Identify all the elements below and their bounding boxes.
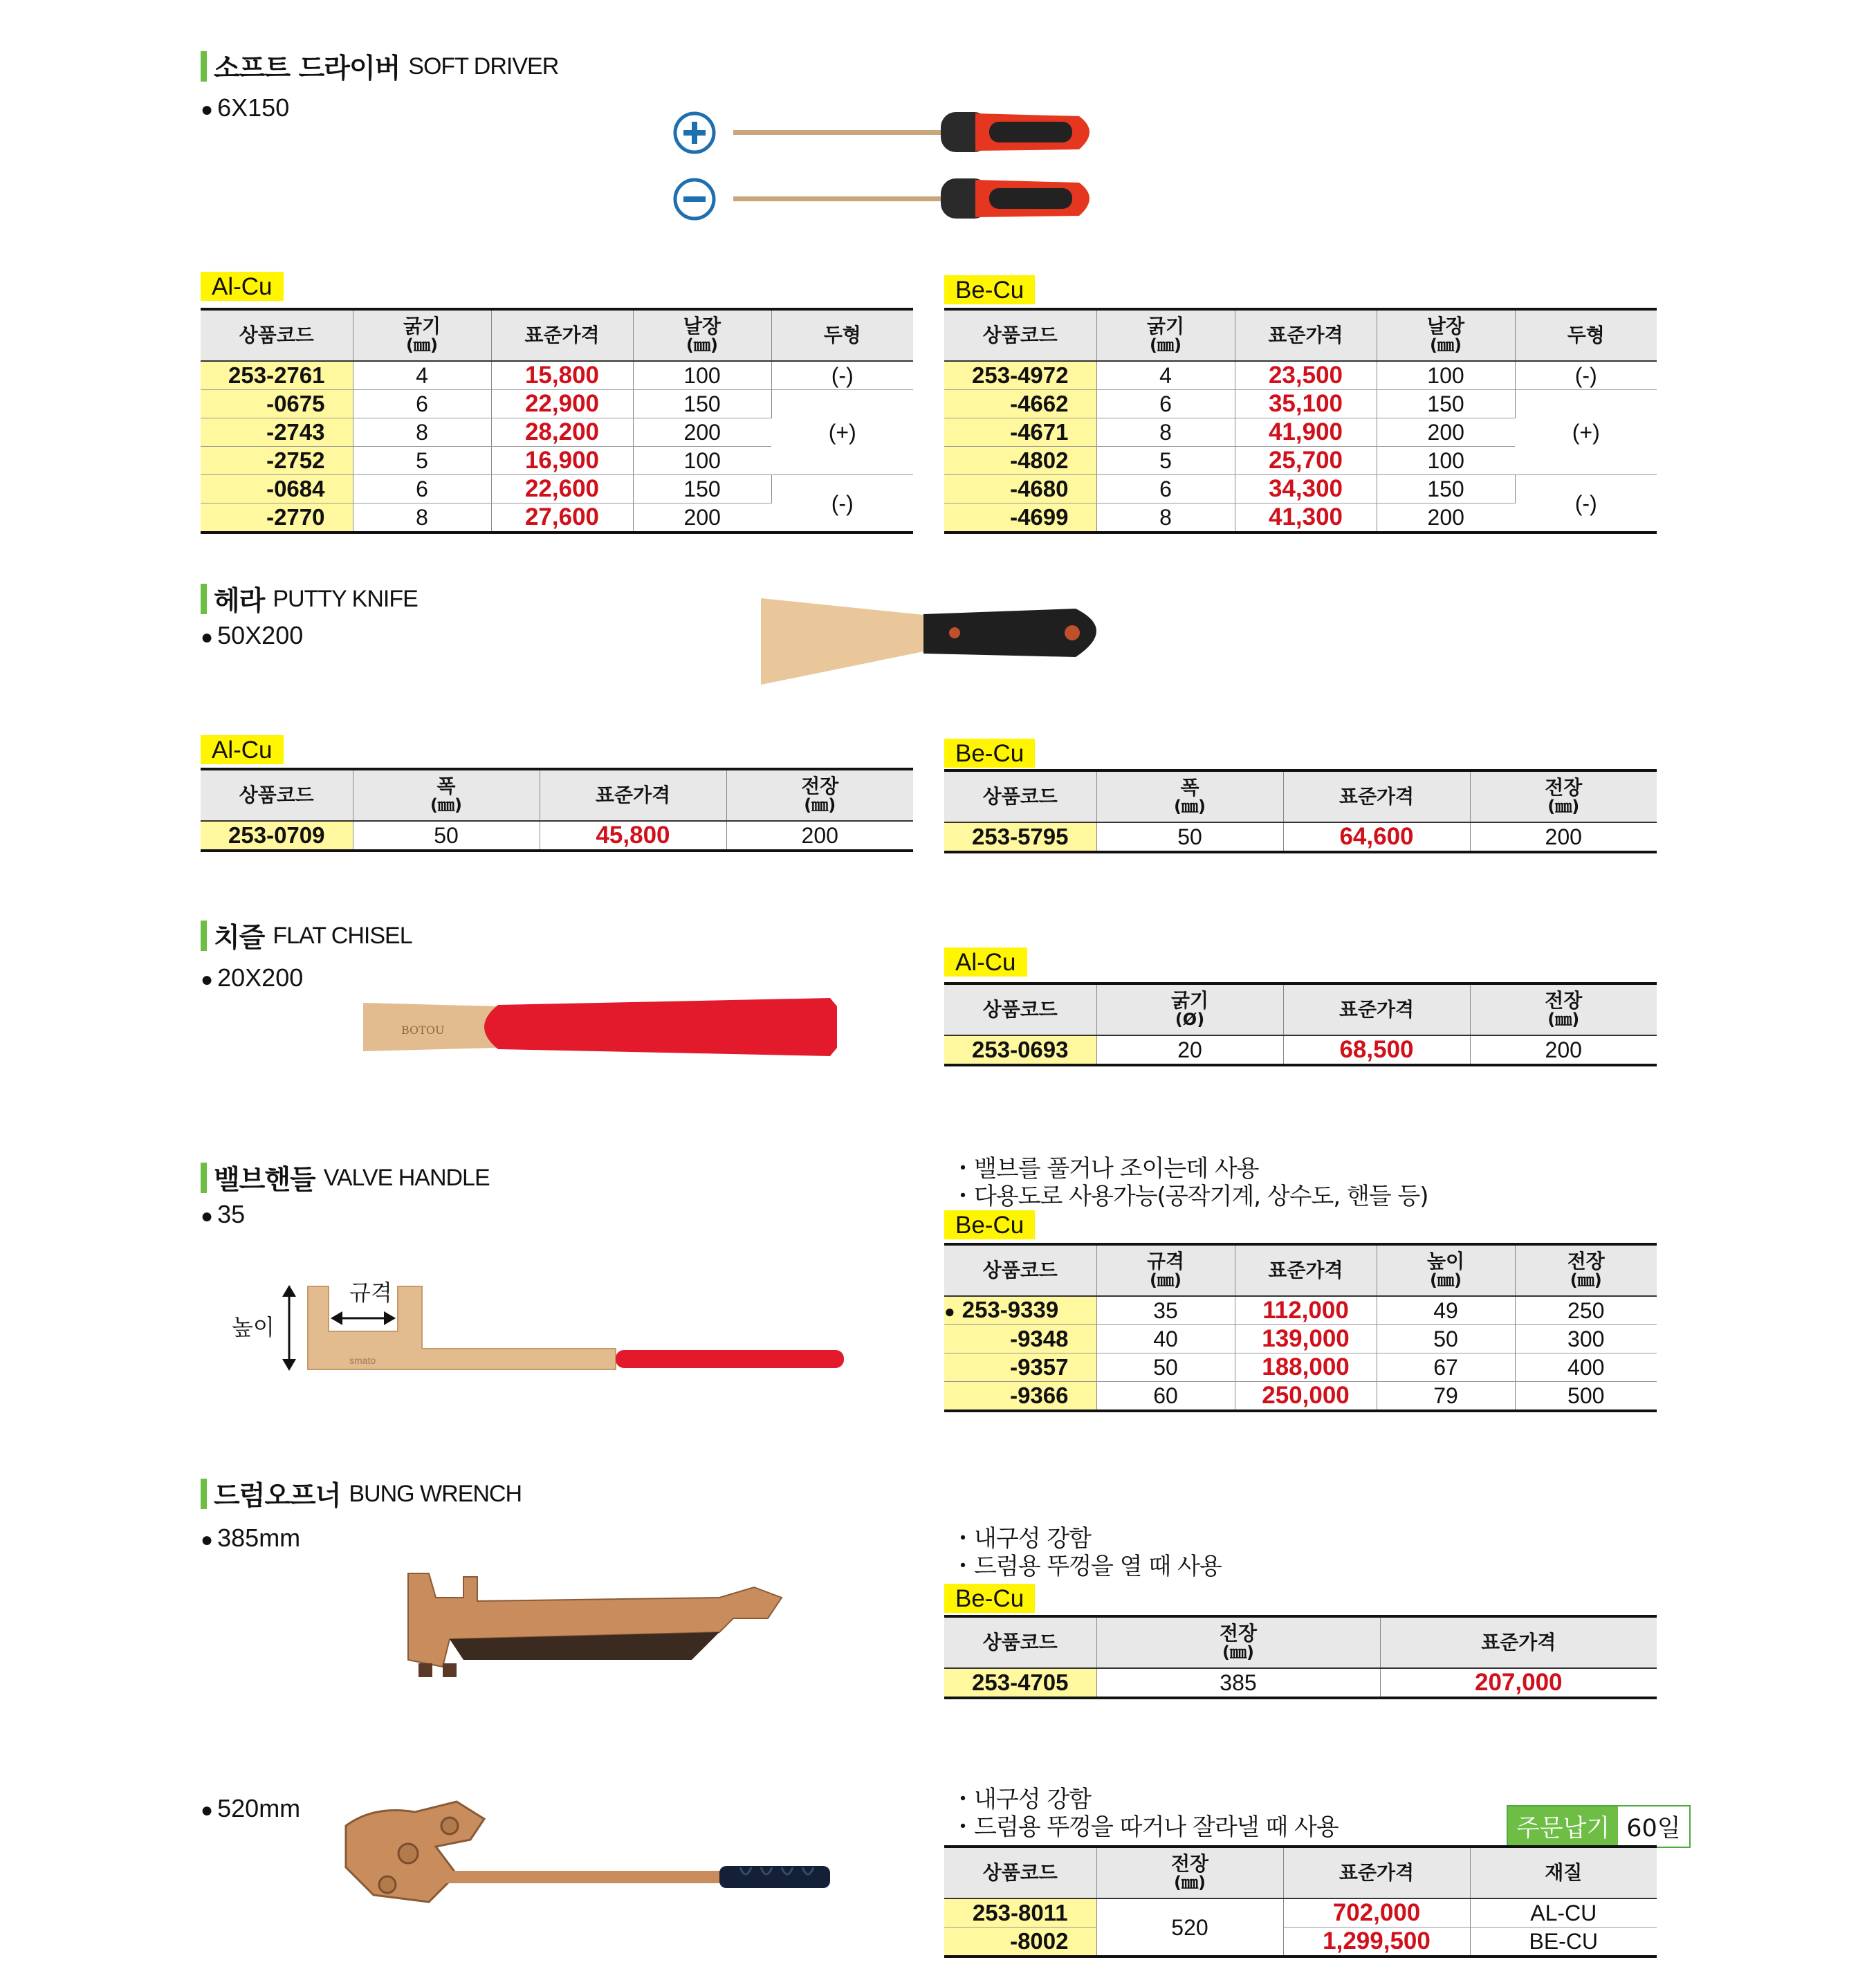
table-cell: 8 xyxy=(353,418,491,447)
material-label-becu: Be-Cu xyxy=(944,739,1035,768)
table-cell: -4680 xyxy=(944,475,1096,503)
table-header-cell: 표준가격 xyxy=(1283,1847,1470,1898)
table-cell: 150 xyxy=(633,390,771,418)
table-header-cell: 굵기 (㎜) xyxy=(1096,309,1235,361)
table-row xyxy=(944,1898,1657,1928)
table-header xyxy=(201,769,913,821)
section-title-valve: 밸브핸들 VALVE HANDLE xyxy=(201,1158,490,1197)
table-cell: 35,100 xyxy=(1235,390,1377,418)
table-cell: 41,300 xyxy=(1235,503,1377,533)
table-cell: 400 xyxy=(1515,1353,1657,1382)
table-cell: 41,900 xyxy=(1235,418,1377,447)
table-cell: -9357 xyxy=(944,1353,1096,1382)
table-header xyxy=(944,1616,1657,1668)
bung1-becu-table xyxy=(944,1615,1657,1699)
table-cell: 200 xyxy=(726,821,913,851)
minus-circle-icon xyxy=(675,180,714,219)
table-row xyxy=(944,361,1657,390)
table-header-cell: 표준가격 xyxy=(1283,983,1470,1035)
table-cell: 67 xyxy=(1377,1353,1515,1382)
table-cell: 50 xyxy=(1096,822,1283,852)
table-header xyxy=(944,1847,1657,1898)
table-cell: 5 xyxy=(353,447,491,475)
table-cell: 60 xyxy=(1096,1382,1235,1412)
table-cell: 100 xyxy=(1377,447,1515,475)
title-accent-bar xyxy=(201,921,207,951)
driver-becu-table xyxy=(944,308,1657,534)
table-cell: 23,500 xyxy=(1235,361,1377,390)
table-header-cell: 전장 (㎜) xyxy=(1470,983,1657,1035)
title-accent-bar xyxy=(201,1479,207,1509)
table-cell: 1,299,500 xyxy=(1283,1928,1470,1957)
table-cell: 100 xyxy=(1377,361,1515,390)
table-cell: 253-4705 xyxy=(944,1668,1096,1698)
spec-driver: ● 6X150 xyxy=(201,93,290,122)
title-accent-bar xyxy=(201,1163,207,1193)
material-label-becu: Be-Cu xyxy=(944,275,1035,304)
chisel-alcu-table xyxy=(944,982,1657,1066)
spec-bung-385: ● 385mm xyxy=(201,1524,301,1552)
table-row xyxy=(201,475,913,503)
table-cell: 27,600 xyxy=(491,503,633,533)
delivery-badge xyxy=(1507,1805,1691,1848)
chisel-image xyxy=(360,992,837,1062)
table-cell: (-) xyxy=(1515,361,1657,390)
table-row xyxy=(944,1035,1657,1065)
table-header-cell: 전장 (㎜) xyxy=(1470,770,1657,822)
material-label-becu: Be-Cu xyxy=(944,1584,1035,1613)
table-header-cell: 표준가격 xyxy=(1380,1616,1657,1668)
table-cell: -9348 xyxy=(944,1325,1096,1353)
table-cell: 300 xyxy=(1515,1325,1657,1353)
table-cell: -4671 xyxy=(944,418,1096,447)
delivery-days: 60일 xyxy=(1618,1806,1689,1847)
title-accent-bar xyxy=(201,51,207,82)
table-cell: -8002 xyxy=(944,1928,1096,1957)
table-header-cell: 날장 (㎜) xyxy=(633,309,771,361)
table-header xyxy=(944,770,1657,822)
table-header-cell: 표준가격 xyxy=(1235,309,1377,361)
table-row xyxy=(201,390,913,418)
table-header-cell: 전장 (㎜) xyxy=(1096,1616,1380,1668)
table-cell: 4 xyxy=(353,361,491,390)
table-cell: 49 xyxy=(1377,1296,1515,1325)
table-cell: 139,000 xyxy=(1235,1325,1377,1353)
valve-becu-table xyxy=(944,1243,1657,1412)
table-cell: 253-8011 xyxy=(944,1898,1096,1928)
table-cell: 253-4972 xyxy=(944,361,1096,390)
table-header-cell: 상품코드 xyxy=(944,1244,1096,1296)
plus-circle-icon xyxy=(675,113,714,152)
table-header-cell: 상품코드 xyxy=(201,309,353,361)
section-title-putty: 헤라 PUTTY KNIFE xyxy=(201,580,418,618)
table-cell: 150 xyxy=(1377,475,1515,503)
bung-wrench-520-image xyxy=(332,1798,837,1923)
table-cell: 200 xyxy=(1470,822,1657,852)
table-header-cell: 전장 (㎜) xyxy=(726,769,913,821)
brand-mark: smato xyxy=(349,1355,376,1366)
table-header-cell: 상품코드 xyxy=(944,1847,1096,1898)
table-cell: 22,600 xyxy=(491,475,633,503)
table-cell: 253-0693 xyxy=(944,1035,1096,1065)
putty-becu-table xyxy=(944,769,1657,853)
valve-notes: ・밸브를 풀거나 조이는데 사용 ・다용도로 사용가능(공작기계, 상수도, 핸들 등) xyxy=(951,1155,1428,1210)
material-label-alcu: Al-Cu xyxy=(944,948,1027,977)
table-cell: -4802 xyxy=(944,447,1096,475)
table-cell: 200 xyxy=(1377,418,1515,447)
table-cell: 22,900 xyxy=(491,390,633,418)
table-cell: 520 xyxy=(1096,1898,1283,1957)
table-cell: (+) xyxy=(771,390,913,475)
spec-bung-520: ● 520mm xyxy=(201,1794,301,1822)
table-cell: 150 xyxy=(633,475,771,503)
table-cell: -2770 xyxy=(201,503,353,533)
table-row xyxy=(944,1296,1657,1325)
table-cell: 34,300 xyxy=(1235,475,1377,503)
table-header-cell: 날장 (㎜) xyxy=(1377,309,1515,361)
table-header-cell: 표준가격 xyxy=(540,769,726,821)
table-cell: 15,800 xyxy=(491,361,633,390)
table-cell: (-) xyxy=(1515,475,1657,533)
table-row xyxy=(201,821,913,851)
section-title-chisel: 치즐 FLAT CHISEL xyxy=(201,916,412,955)
table-row xyxy=(944,475,1657,503)
bung2-notes: ・내구성 강함 ・드럼용 뚜껑을 따거나 잘라낼 때 사용 xyxy=(951,1786,1339,1841)
table-cell: -0675 xyxy=(201,390,353,418)
putty-alcu-table xyxy=(201,768,913,852)
table-cell: 50 xyxy=(1377,1325,1515,1353)
table-cell: 200 xyxy=(1377,503,1515,533)
table-cell: 188,000 xyxy=(1235,1353,1377,1382)
table-header-cell: 굵기 (Ø) xyxy=(1096,983,1283,1035)
table-cell: 40 xyxy=(1096,1325,1235,1353)
table-cell: 385 xyxy=(1096,1668,1380,1698)
height-label: 높이 xyxy=(232,1314,275,1340)
table-cell: 6 xyxy=(353,390,491,418)
table-cell: 702,000 xyxy=(1283,1898,1470,1928)
table-cell: 200 xyxy=(633,503,771,533)
table-cell: 112,000 xyxy=(1235,1296,1377,1325)
bung2-table xyxy=(944,1845,1657,1958)
valve-handle-image xyxy=(228,1266,851,1383)
table-cell: 200 xyxy=(1470,1035,1657,1065)
table-cell: 8 xyxy=(1096,418,1235,447)
size-label: 규격 xyxy=(349,1279,392,1306)
table-cell: 4 xyxy=(1096,361,1235,390)
table-header-cell: 상품코드 xyxy=(944,983,1096,1035)
table-cell: 50 xyxy=(353,821,540,851)
table-header-cell: 두형 xyxy=(771,309,913,361)
table-row xyxy=(944,1928,1657,1957)
table-header-cell: 두형 xyxy=(1515,309,1657,361)
brand-mark: BOTOU xyxy=(401,1024,445,1037)
table-cell: 200 xyxy=(633,418,771,447)
table-cell: 207,000 xyxy=(1380,1668,1657,1698)
table-cell: (-) xyxy=(771,361,913,390)
table-cell: 64,600 xyxy=(1283,822,1470,852)
table-row xyxy=(944,822,1657,852)
spec-putty: ● 50X200 xyxy=(201,621,304,649)
table-header-cell: 폭 (㎜) xyxy=(353,769,540,821)
table-cell: 50 xyxy=(1096,1353,1235,1382)
table-row xyxy=(201,361,913,390)
table-cell: 8 xyxy=(1096,503,1235,533)
table-row xyxy=(944,390,1657,418)
putty-knife-image xyxy=(757,595,1124,692)
table-cell: ● 253-9339 xyxy=(944,1296,1096,1325)
section-title-driver xyxy=(201,47,558,86)
table-header-cell: 상품코드 xyxy=(201,769,353,821)
table-header xyxy=(944,309,1657,361)
table-cell: 250 xyxy=(1515,1296,1657,1325)
table-row xyxy=(944,1325,1657,1353)
table-cell: 6 xyxy=(353,475,491,503)
table-cell: 100 xyxy=(633,447,771,475)
table-cell: -9366 xyxy=(944,1382,1096,1412)
table-cell: 250,000 xyxy=(1235,1382,1377,1412)
table-cell: 6 xyxy=(1096,475,1235,503)
table-cell: 20 xyxy=(1096,1035,1283,1065)
table-cell: 35 xyxy=(1096,1296,1235,1325)
bung1-notes: ・내구성 강함 ・드럼용 뚜껑을 열 때 사용 xyxy=(951,1525,1222,1580)
table-cell: 5 xyxy=(1096,447,1235,475)
driver-alcu-table xyxy=(201,308,913,534)
table-cell: -0684 xyxy=(201,475,353,503)
table-cell: 150 xyxy=(1377,390,1515,418)
table-header-cell: 상품코드 xyxy=(944,770,1096,822)
table-cell: 8 xyxy=(353,503,491,533)
table-header-cell: 상품코드 xyxy=(944,309,1096,361)
table-header xyxy=(944,1244,1657,1296)
table-cell: -4662 xyxy=(944,390,1096,418)
table-cell: (-) xyxy=(771,475,913,533)
table-row xyxy=(944,1353,1657,1382)
table-header-cell: 전장 (㎜) xyxy=(1096,1847,1283,1898)
table-cell: 16,900 xyxy=(491,447,633,475)
material-label-becu: Be-Cu xyxy=(944,1210,1035,1239)
table-cell: 6 xyxy=(1096,390,1235,418)
table-header-cell: 표준가격 xyxy=(1283,770,1470,822)
bung-wrench-385-image xyxy=(394,1570,796,1688)
spec-valve: ● 35 xyxy=(201,1200,246,1228)
table-header xyxy=(201,309,913,361)
table-header-cell: 재질 xyxy=(1470,1847,1657,1898)
table-cell: 100 xyxy=(633,361,771,390)
table-row xyxy=(944,1668,1657,1698)
table-header-cell: 규격 (㎜) xyxy=(1096,1244,1235,1296)
table-cell: -2752 xyxy=(201,447,353,475)
material-label-alcu: Al-Cu xyxy=(201,735,284,764)
table-header-cell: 상품코드 xyxy=(944,1616,1096,1668)
table-header-cell: 전장 (㎜) xyxy=(1515,1244,1657,1296)
material-label-alcu: Al-Cu xyxy=(201,272,284,301)
table-cell: 79 xyxy=(1377,1382,1515,1412)
table-header-cell: 굵기 (㎜) xyxy=(353,309,491,361)
spec-chisel: ● 20X200 xyxy=(201,963,304,992)
table-cell: 253-2761 xyxy=(201,361,353,390)
table-cell: 68,500 xyxy=(1283,1035,1470,1065)
table-header-cell: 높이 (㎜) xyxy=(1377,1244,1515,1296)
delivery-label: 주문납기 xyxy=(1508,1806,1618,1847)
screwdriver-images xyxy=(664,104,1134,228)
table-cell: (+) xyxy=(1515,390,1657,475)
table-cell: 28,200 xyxy=(491,418,633,447)
table-row xyxy=(944,1382,1657,1412)
table-cell: BE-CU xyxy=(1470,1928,1657,1957)
table-header xyxy=(944,983,1657,1035)
section-title-bung: 드럼오프너 BUNG WRENCH xyxy=(201,1475,522,1513)
table-cell: AL-CU xyxy=(1470,1898,1657,1928)
table-cell: -4699 xyxy=(944,503,1096,533)
table-header-cell: 폭 (㎜) xyxy=(1096,770,1283,822)
title-en: SOFT DRIVER xyxy=(408,53,559,80)
title-accent-bar xyxy=(201,584,207,614)
table-cell: 253-5795 xyxy=(944,822,1096,852)
table-cell: 253-0709 xyxy=(201,821,353,851)
table-header-cell: 표준가격 xyxy=(1235,1244,1377,1296)
table-header-cell: 표준가격 xyxy=(491,309,633,361)
table-cell: 500 xyxy=(1515,1382,1657,1412)
table-cell: -2743 xyxy=(201,418,353,447)
table-cell: 25,700 xyxy=(1235,447,1377,475)
table-cell: 45,800 xyxy=(540,821,726,851)
title-ko: 소프트 드라이버 xyxy=(214,53,401,84)
